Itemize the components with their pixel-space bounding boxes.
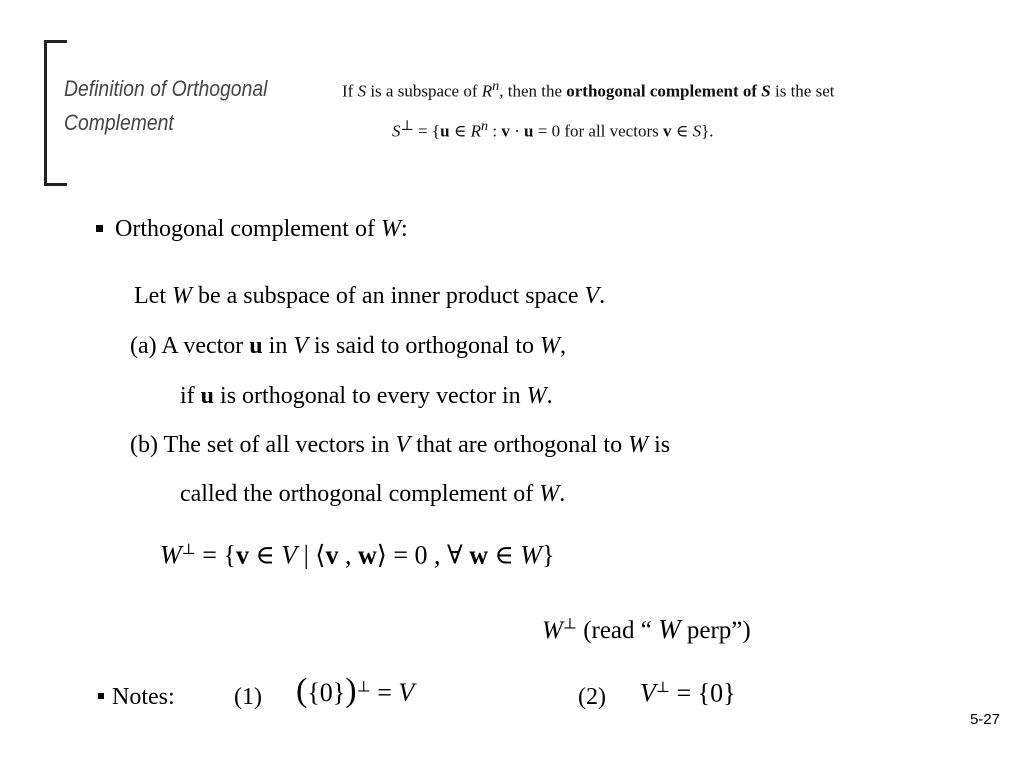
definition-line-1: If S is a subspace of $R^n$, then the orthogonal complement of S is the set (342, 78, 835, 101)
note-2-expression: V⊥ = {0} (640, 678, 736, 708)
part-a-line-2: if u is orthogonal to every vector in W. (180, 383, 553, 409)
square-bullet-icon (98, 693, 104, 699)
definition-line-2: S⊥ = {u ∈ $R^n$ : v · u = 0 for all vectors v ∈ S}. (392, 118, 714, 141)
definition-title: Definition of Orthogonal Complement (64, 76, 268, 135)
part-b-line-1: (b) The set of all vectors in V that are orthogonal to W is (130, 432, 671, 458)
square-bullet-icon (96, 225, 103, 232)
part-b-line-2: called the orthogonal complement of W. (180, 481, 566, 507)
note-1-expression: ({0})⊥ = V (296, 672, 415, 709)
let-statement: Let W be a subspace of an inner product space V. (134, 283, 606, 309)
note-1-label: (1) (234, 684, 262, 710)
section-heading: Orthogonal complement of W: (96, 216, 408, 243)
orthogonal-complement-formula: W⊥ = {v ∈ V | ⟨v , w⟩ = 0 , ∀ w ∈ W} (160, 540, 555, 570)
note-2-label: (2) (578, 684, 606, 710)
read-note: W⊥ (read “ W perp”) (542, 614, 751, 644)
slide-number: 5-27 (969, 711, 1000, 728)
notes-line: Notes: (98, 684, 175, 711)
part-a-line-1: (a) A vector u in V is said to orthogonal to W, (130, 333, 566, 359)
